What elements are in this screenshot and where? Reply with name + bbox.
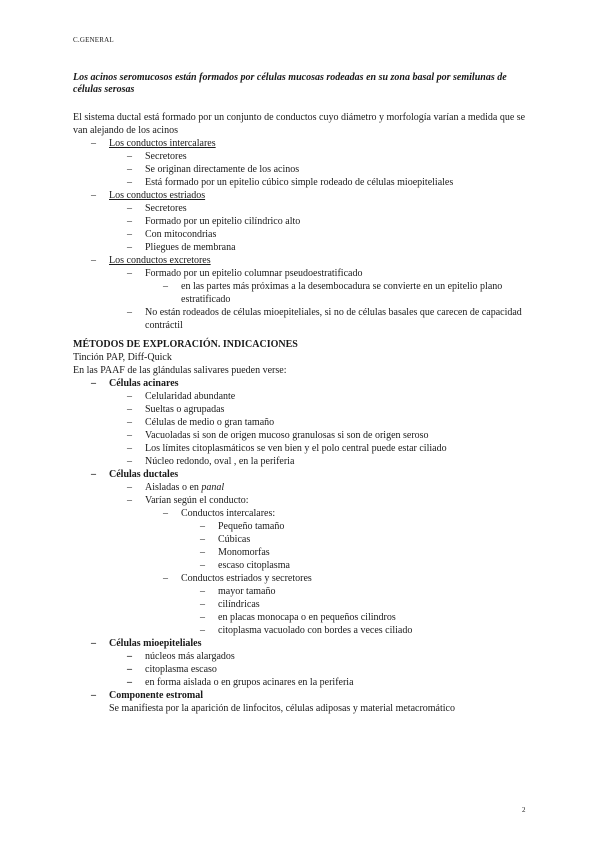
- list-item: [73, 455, 533, 468]
- list-item: [73, 377, 533, 390]
- list-item: [73, 416, 533, 429]
- list-item: [73, 507, 533, 520]
- list-item: [73, 228, 533, 241]
- list-item-text: Núcleo redondo, oval , en la periferia: [145, 456, 295, 467]
- dash-bullet: –: [127, 242, 132, 253]
- list-item: [73, 676, 533, 689]
- list-item-text: Varían según el conducto:: [145, 495, 249, 506]
- list-item-text: Con mitocondrias: [145, 229, 217, 240]
- dash-bullet: –: [127, 164, 132, 175]
- list-item: [73, 637, 533, 650]
- dash-bullet: –: [127, 430, 132, 441]
- list-item-text: citoplasma escaso: [145, 664, 217, 675]
- dash-bullet: –: [91, 690, 96, 701]
- dash-bullet: –: [200, 547, 205, 558]
- list-item-text: en placas monocapa o en pequeños cilindros: [218, 612, 396, 623]
- dash-bullet: –: [91, 378, 96, 389]
- list-item: [73, 442, 533, 455]
- section-title-acinares: Células acinares: [109, 378, 179, 389]
- dash-bullet: –: [127, 664, 132, 675]
- section-title-mioepiteliales: Células mioepiteliales: [109, 638, 202, 649]
- aisladas-prefix: Aisladas o en: [145, 482, 202, 493]
- list-item-text: Está formado por un epitelio cúbico simple rodeado de células mioepiteliales: [145, 177, 454, 188]
- list-item: [73, 494, 533, 507]
- list-item: [73, 650, 533, 663]
- section-title-excretores: Los conductos excretores: [109, 255, 211, 266]
- list-item: [73, 546, 533, 559]
- list-item-text: Conductos intercalares:: [181, 508, 276, 519]
- section-title-ductales: Células ductales: [109, 469, 179, 480]
- document-body: [73, 111, 533, 715]
- dash-bullet: –: [91, 638, 96, 649]
- list-item: [73, 663, 533, 676]
- dash-bullet: –: [127, 417, 132, 428]
- dash-bullet: –: [91, 190, 96, 201]
- dash-bullet: –: [91, 255, 96, 266]
- dash-bullet: –: [127, 404, 132, 415]
- dash-bullet: –: [200, 599, 205, 610]
- list-item: [73, 598, 533, 611]
- list-item: [73, 559, 533, 572]
- dash-bullet: –: [127, 495, 132, 506]
- dash-bullet: –: [200, 625, 205, 636]
- list-item-text: Pequeño tamaño: [218, 521, 285, 532]
- list-item-text: citoplasma vacuolado con bordes a veces ciliado: [218, 625, 413, 636]
- list-item: [73, 520, 533, 533]
- dash-bullet: –: [127, 482, 132, 493]
- dash-bullet: –: [163, 573, 168, 584]
- staining-methods: Tinción PAP, Diff-Quick: [73, 352, 172, 363]
- list-item: [73, 176, 533, 189]
- list-item-text: Formado por un epitelio cilíndrico alto: [145, 216, 301, 227]
- list-item: [73, 280, 533, 306]
- list-item: [73, 533, 533, 546]
- list-item-text: Secretores: [145, 151, 187, 162]
- list-item-text: Conductos estriados y secretores: [181, 573, 312, 584]
- list-item: [73, 585, 533, 598]
- intro-statement: Los acinos seromucosos están formados por células mucosas rodeadas en su zona basal por semilunas de células serosas: [73, 72, 507, 95]
- list-item-text: mayor tamaño: [218, 586, 276, 597]
- list-item: [73, 689, 533, 702]
- aisladas-emphasis: panal: [201, 482, 225, 493]
- section-title-estriados: Los conductos estriados: [109, 190, 206, 201]
- list-item: [73, 267, 533, 280]
- list-item-text: Los límites citoplasmáticos se ven bien y el polo central puede estar ciliado: [145, 443, 447, 454]
- list-item-text: Vacuoladas si son de origen mucoso granulosas si son de origen seroso: [145, 430, 429, 441]
- list-item: [73, 429, 533, 442]
- list-item: [73, 163, 533, 176]
- dash-bullet: –: [127, 203, 132, 214]
- list-item: [73, 624, 533, 637]
- dash-bullet: –: [200, 586, 205, 597]
- dash-bullet: –: [200, 534, 205, 545]
- dash-bullet: –: [127, 229, 132, 240]
- dash-bullet: –: [127, 216, 132, 227]
- list-item-text: en forma aislada o en grupos acinares en la periferia: [145, 677, 354, 688]
- page-header: C.GENERAL: [73, 36, 114, 44]
- paaf-intro: En las PAAF de las glándulas salivares pueden verse:: [73, 365, 287, 376]
- dash-bullet: –: [91, 138, 96, 149]
- list-item-text: Pliegues de membrana: [145, 242, 236, 253]
- list-item-text: escaso citoplasma: [218, 560, 290, 571]
- section-title-estromal: Componente estromal: [109, 690, 203, 701]
- list-item-text: [145, 481, 224, 494]
- list-item: [73, 403, 533, 416]
- list-item-text: Células de medio o gran tamaño: [145, 417, 275, 428]
- dash-bullet: –: [127, 151, 132, 162]
- dash-bullet: –: [200, 612, 205, 623]
- list-item: [73, 702, 533, 715]
- list-item-text: No están rodeados de células mioepiteliales, si no de células basales que carecen de capacidad contráctil: [145, 307, 522, 331]
- ductal-paragraph: El sistema ductal está formado por un conjunto de conductos cuyo diámetro y morfología varían a medida que se van alejando de los acinos: [73, 112, 526, 136]
- dash-bullet: –: [200, 560, 205, 571]
- page-number: 2: [522, 806, 526, 814]
- dash-bullet: –: [127, 391, 132, 402]
- list-item-text: Cúbicas: [218, 534, 251, 545]
- list-item-text: Secretores: [145, 203, 187, 214]
- list-item: [73, 481, 533, 494]
- list-item: [73, 202, 533, 215]
- dash-bullet: –: [91, 469, 96, 480]
- dash-bullet: –: [127, 443, 132, 454]
- list-item-text: Sueltas o agrupadas: [145, 404, 225, 415]
- dash-bullet: –: [127, 456, 132, 467]
- list-item-text: en las partes más próximas a la desembocadura se convierte en un epitelio plano estratificado: [181, 281, 503, 305]
- list-item: [73, 189, 533, 202]
- list-item: [73, 254, 533, 267]
- list-item: [73, 215, 533, 228]
- dash-bullet: –: [127, 177, 132, 188]
- dash-bullet: –: [200, 521, 205, 532]
- list-item: [73, 241, 533, 254]
- list-item-text: Se originan directamente de los acinos: [145, 164, 300, 175]
- list-item: [73, 468, 533, 481]
- list-item-text: Formado por un epitelio columnar pseudoestratificado: [145, 268, 363, 279]
- list-item: [73, 572, 533, 585]
- dash-bullet: –: [127, 651, 132, 662]
- dash-bullet: –: [127, 307, 132, 318]
- list-item: [73, 611, 533, 624]
- dash-bullet: –: [127, 268, 132, 279]
- list-item-text: Monomorfas: [218, 547, 270, 558]
- dash-bullet: –: [127, 677, 132, 688]
- dash-bullet: –: [163, 281, 168, 292]
- list-item: [73, 390, 533, 403]
- list-item: [73, 137, 533, 150]
- list-item-text: cilíndricas: [218, 599, 260, 610]
- list-item: [73, 306, 533, 332]
- dash-bullet: –: [163, 508, 168, 519]
- list-item: [73, 150, 533, 163]
- list-item-text: núcleos más alargados: [145, 651, 235, 662]
- section-title-intercalares: Los conductos intercalares: [109, 138, 216, 149]
- list-item-text: Celularidad abundante: [145, 391, 236, 402]
- section-heading: MÉTODOS DE EXPLORACIÓN. INDICACIONES: [73, 339, 298, 350]
- list-item-text: Se manifiesta por la aparición de linfocitos, células adiposas y material metacromático: [109, 703, 455, 714]
